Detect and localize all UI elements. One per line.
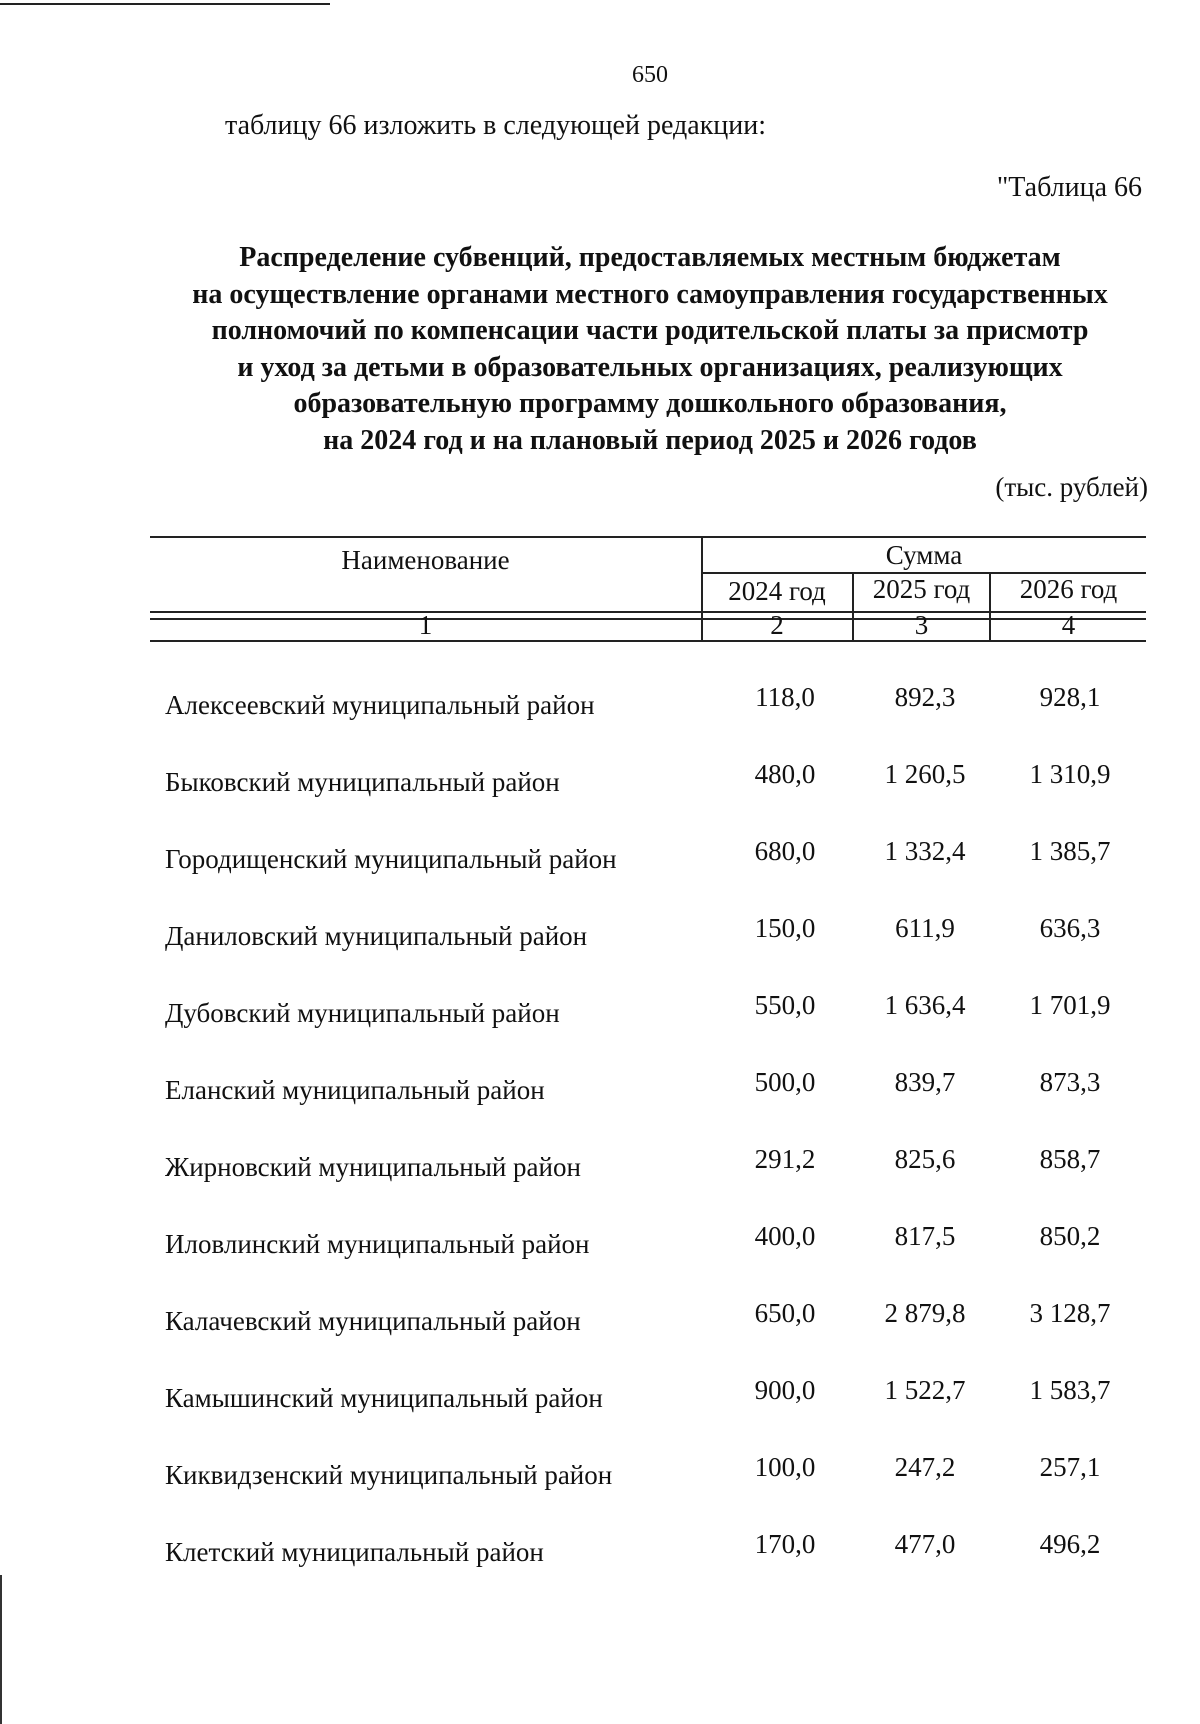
row-value-2025: 477,0: [894, 1529, 956, 1559]
table-row: [0, 1144, 1200, 1184]
table-row: [0, 913, 1200, 953]
table-row: [0, 1529, 1200, 1569]
row-value-2024: 680,0: [754, 836, 816, 866]
table-label: "Таблица 66: [996, 172, 1142, 203]
column-number: 3: [914, 610, 929, 640]
row-value-2025: 1 332,4: [884, 836, 966, 866]
header-year-2024: 2024 год: [728, 576, 826, 606]
row-value-2026: 873,3: [1039, 1067, 1101, 1097]
table-row: [0, 836, 1200, 876]
row-value-2026: 636,3: [1039, 913, 1101, 943]
row-value-2025: 2 879,8: [884, 1298, 966, 1328]
header-name: Наименование: [341, 545, 510, 575]
row-value-2024: 900,0: [754, 1375, 816, 1405]
row-value-2024: 400,0: [754, 1221, 816, 1251]
column-number: 1: [418, 610, 433, 640]
row-value-2025: 1 260,5: [884, 759, 966, 789]
row-name: Даниловский муниципальный район: [165, 921, 588, 951]
row-name: Киквидзенский муниципальный район: [165, 1460, 613, 1490]
table-row: [0, 759, 1200, 799]
title-line: и уход за детьми в образовательных организациях, реализующих: [237, 351, 1063, 383]
header-year-2026: 2026 год: [1019, 574, 1118, 604]
intro-text: таблицу 66 изложить в следующей редакции:: [225, 110, 767, 141]
row-value-2026: 928,1: [1039, 682, 1101, 712]
row-value-2026: 1 583,7: [1029, 1375, 1111, 1405]
row-value-2025: 611,9: [895, 913, 955, 943]
table-row: [0, 682, 1200, 722]
table-row: [0, 990, 1200, 1030]
column-number: 2: [770, 610, 784, 640]
row-name: Еланский муниципальный район: [165, 1075, 545, 1105]
title-line: образовательную программу дошкольного образования,: [293, 388, 1007, 419]
row-name: Камышинский муниципальный район: [165, 1383, 603, 1413]
row-value-2026: 257,1: [1039, 1452, 1101, 1482]
row-value-2024: 550,0: [754, 990, 816, 1020]
table-row: [0, 1452, 1200, 1492]
row-name: Алексеевский муниципальный район: [165, 690, 595, 720]
row-value-2024: 170,0: [754, 1529, 816, 1559]
row-value-2024: 150,0: [754, 913, 816, 943]
row-value-2024: 650,0: [754, 1298, 816, 1328]
row-value-2025: 247,2: [894, 1452, 956, 1482]
row-name: Городищенский муниципальный район: [165, 844, 617, 874]
row-value-2026: 496,2: [1039, 1529, 1101, 1559]
table-row: [0, 1221, 1200, 1261]
row-value-2026: 1 385,7: [1029, 836, 1111, 866]
table-row: [0, 1298, 1200, 1338]
scan-artifact-edge: [0, 1575, 2, 1724]
row-value-2024: 291,2: [754, 1144, 816, 1174]
row-value-2025: 817,5: [894, 1221, 956, 1251]
row-value-2025: 1 522,7: [884, 1375, 966, 1405]
units-label: (тыс. рублей): [995, 472, 1148, 502]
row-name: Жирновский муниципальный район: [165, 1152, 581, 1182]
row-value-2025: 839,7: [894, 1067, 956, 1097]
table-row: [0, 1067, 1200, 1107]
row-value-2025: 825,6: [894, 1144, 956, 1174]
title-line: Распределение субвенций, предоставляемых местным бюджетам: [239, 242, 1061, 273]
row-value-2025: 1 636,4: [884, 990, 966, 1020]
row-name: Дубовский муниципальный район: [165, 998, 560, 1028]
row-value-2026: 3 128,7: [1029, 1298, 1111, 1328]
header-sum: Сумма: [885, 540, 963, 570]
row-value-2025: 892,3: [894, 682, 956, 712]
title-line: полномочий по компенсации части родительской платы за присмотр: [211, 315, 1089, 346]
row-value-2026: 858,7: [1039, 1144, 1101, 1174]
row-value-2024: 480,0: [754, 759, 816, 789]
row-value-2024: 100,0: [754, 1452, 816, 1482]
title-line: на осуществление органами местного самоуправления государственных: [192, 278, 1108, 310]
row-name: Калачевский муниципальный район: [165, 1306, 581, 1336]
row-name: Клетский муниципальный район: [165, 1537, 544, 1567]
row-value-2024: 118,0: [755, 682, 815, 712]
header-year-2025: 2025 год: [872, 574, 971, 604]
row-value-2026: 1 310,9: [1029, 759, 1111, 789]
row-value-2024: 500,0: [754, 1067, 816, 1097]
row-value-2026: 850,2: [1039, 1221, 1101, 1251]
row-name: Иловлинский муниципальный район: [165, 1229, 590, 1259]
row-value-2026: 1 701,9: [1029, 990, 1111, 1020]
page-number: 650: [632, 62, 668, 88]
row-name: Быковский муниципальный район: [165, 767, 560, 797]
table-row: [0, 1375, 1200, 1415]
title-line: на 2024 год и на плановый период 2025 и 2026 годов: [323, 424, 977, 456]
column-number: 4: [1061, 610, 1076, 640]
